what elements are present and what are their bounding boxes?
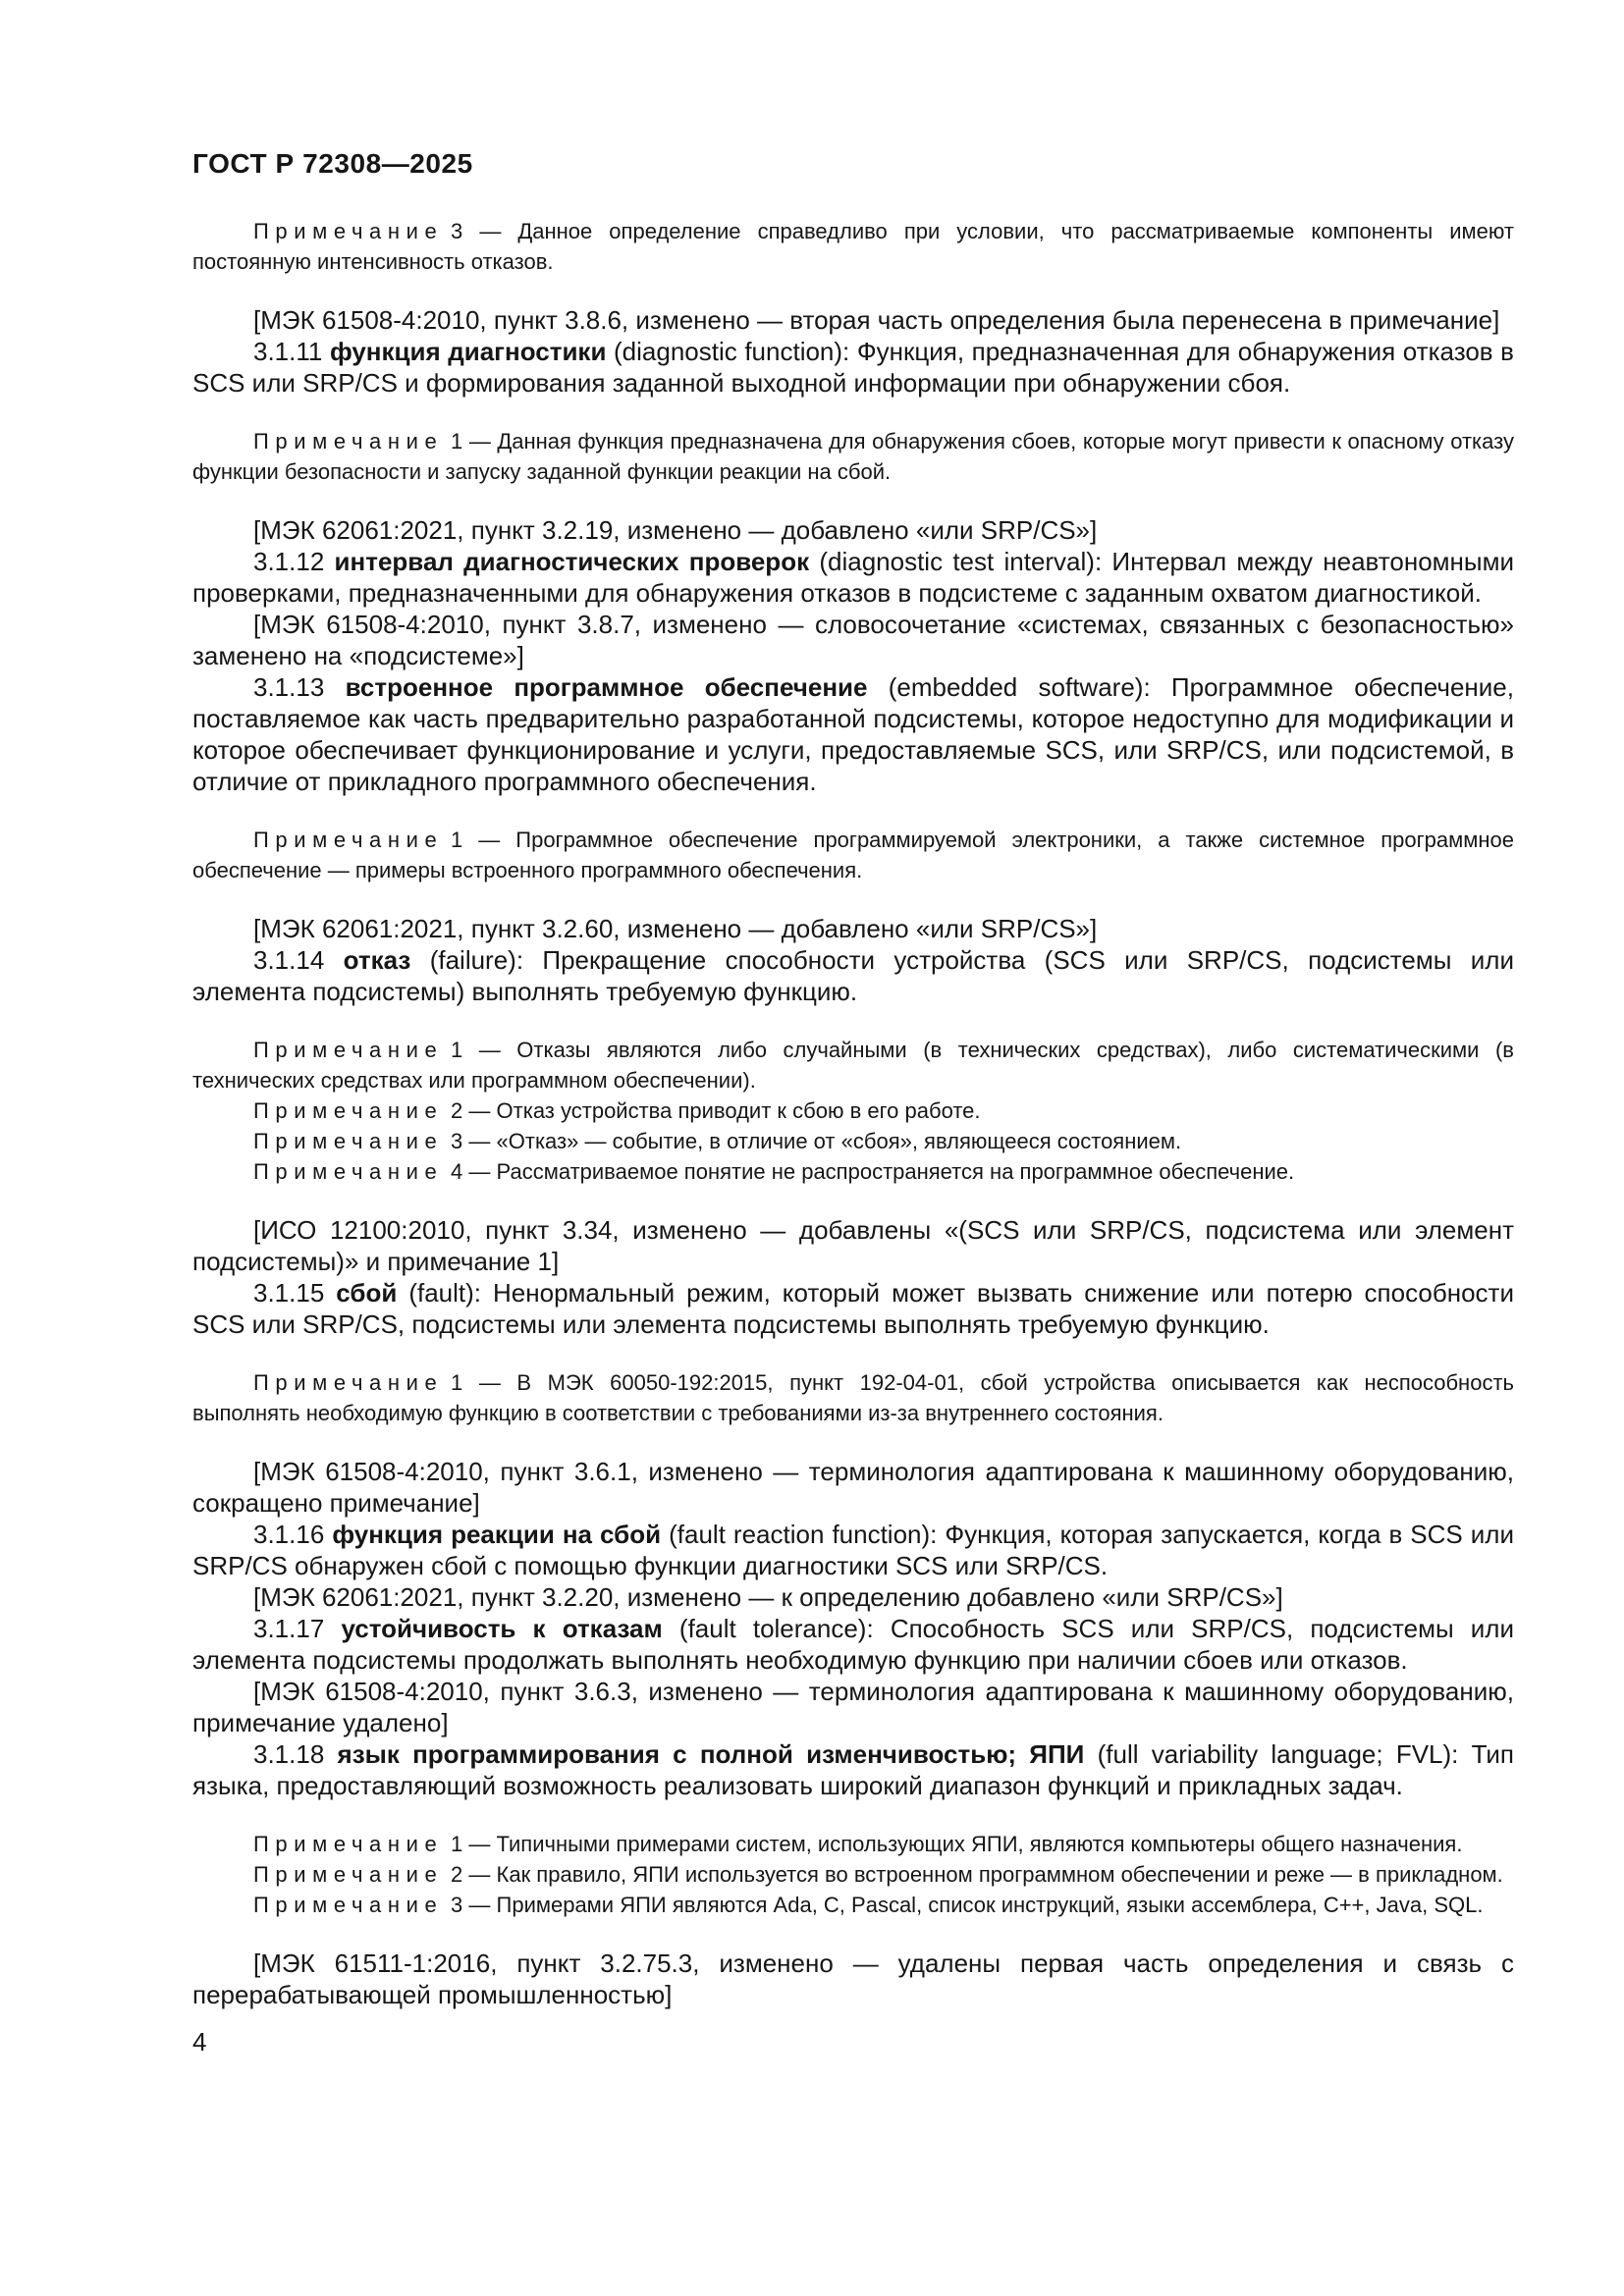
note-text: — Как правило, ЯПИ используется во встроенном программном обеспечении и реже — в прикладном. — [468, 1862, 1503, 1887]
term-definition — [192, 336, 1514, 399]
term-text: (full variability language; FVL): Тип языка, предоставляющий возможность реализовать широкий диапазон функций и прикладных задач. — [192, 1739, 1514, 1800]
note-label: Примечание — [253, 828, 444, 852]
note-group — [192, 1367, 1514, 1428]
source-reference: [МЭК 62061:2021, пункт 3.2.19, изменено — добавлено «или SRP/CS»] — [253, 515, 1098, 545]
source-reference: [ИСО 12100:2010, пункт 3.34, изменено — добавлены «(SCS или SRP/CS, подсистема или элемент подсистемы)» и примечание 1] — [192, 1215, 1514, 1276]
note-text: — Программное обеспечение программируемой электроники, а также системное программное обеспечение — примеры встроенного программного обеспечения. — [192, 828, 1514, 882]
source-reference: [МЭК 61511-1:2016, пункт 3.2.75.3, изменено — удалены первая часть определения и связь с перерабатывающей промышленностью] — [192, 1949, 1514, 2009]
term-name: функция реакции на сбой — [332, 1520, 662, 1549]
note-text: — Типичными примерами систем, использующих ЯПИ, являются компьютеры общего назначения. — [468, 1832, 1463, 1856]
source-reference: [МЭК 61508-4:2010, пункт 3.8.7, изменено — словосочетание «системах, связанных с безопасностью» заменено на «подсистеме»] — [192, 610, 1514, 670]
note-number: 2 — [451, 1098, 463, 1123]
note-number: 3 — [451, 1893, 463, 1917]
term-definition — [192, 546, 1514, 609]
term-number: 3.1.18 — [253, 1739, 325, 1769]
note-label: Примечание — [253, 1893, 444, 1917]
term-definition — [192, 1277, 1514, 1340]
term-number: 3.1.13 — [253, 672, 325, 702]
term-definition — [192, 944, 1514, 1007]
note-number: 1 — [451, 429, 463, 454]
note — [192, 825, 1514, 885]
note — [192, 426, 1514, 487]
note-text: — «Отказ» — событие, в отличие от «сбоя», являющееся состоянием. — [468, 1129, 1182, 1153]
note-number: 1 — [451, 828, 463, 852]
term-text: (failure): Прекращение способности устройства (SCS или SRP/CS, подсистемы или элемента подсистемы) выполнять требуемую функцию. — [192, 945, 1514, 1006]
term-number: 3.1.16 — [253, 1520, 325, 1549]
term-number: 3.1.11 — [253, 337, 323, 366]
term-definition — [192, 1738, 1514, 1801]
source-reference: [МЭК 62061:2021, пункт 3.2.60, изменено — добавлено «или SRP/CS»] — [253, 914, 1098, 943]
note-group — [192, 1829, 1514, 1920]
note-text: — Данное определение справедливо при условии, что рассматриваемые компоненты имеют постоянную интенсивность отказов. — [192, 219, 1514, 274]
term-name: интервал диагностических проверок — [334, 547, 810, 576]
note — [192, 1859, 1514, 1890]
note-label: Примечание — [253, 1038, 444, 1062]
page-title: ГОСТ Р 72308—2025 — [192, 148, 473, 179]
term-text: (embedded software): Программное обеспечение, поставляемое как часть предварительно разработанной подсистемы, которое недоступно для модификации и которое обеспечивает функционирование и услуги, предоставляемые SCS, или SRP/CS, или подсистемой, в отличие от прикладного программного обеспечения. — [192, 672, 1514, 796]
term-name: сбой — [336, 1278, 398, 1308]
term-name: встроенное программное обеспечение — [345, 672, 868, 702]
term-number: 3.1.17 — [253, 1614, 325, 1643]
term-text: (fault tolerance): Способность SCS или SRP/CS, подсистемы или элемента подсистемы продолжать выполнять необходимую функцию при наличии сбоев или отказов. — [192, 1614, 1514, 1675]
note-number: 3 — [451, 219, 463, 243]
term-number: 3.1.12 — [253, 547, 325, 576]
source-reference: [МЭК 61508-4:2010, пункт 3.6.3, изменено — терминология адаптирована к машинному оборудованию, примечание удалено] — [192, 1677, 1514, 1737]
term-number: 3.1.14 — [253, 945, 325, 975]
term-definition — [192, 671, 1514, 797]
term-text: (fault): Ненормальный режим, который может вызвать снижение или потерю способности SCS или SRP/CS, подсистемы или элемента подсистемы выполнять требуемую функцию. — [192, 1278, 1514, 1339]
note — [192, 1890, 1514, 1920]
term-definition — [192, 1613, 1514, 1676]
note — [192, 1126, 1514, 1156]
term-text: (fault reaction function): Функция, которая запускается, когда в SCS или SRP/CS обнаружен сбой с помощью функции диагностики SCS или SRP/CS. — [192, 1520, 1515, 1580]
term-name: устойчивость к отказам — [341, 1614, 663, 1643]
note-label: Примечание — [253, 1098, 444, 1123]
term-name: функция диагностики — [329, 337, 607, 366]
note-number: 2 — [451, 1862, 463, 1887]
note-number: 1 — [451, 1832, 463, 1856]
term-text: (diagnostic function): Функция, предназначенная для обнаружения отказов в SCS или SRP/CS и формирования заданной выходной информации при обнаружении сбоя. — [192, 337, 1514, 398]
source-reference: [МЭК 61508-4:2010, пункт 3.8.6, изменено — вторая часть определения была перенесена в примечание] — [253, 305, 1500, 335]
note — [192, 1035, 1514, 1095]
page-number: 4 — [192, 2027, 207, 2056]
term-name: язык программирования с полной изменчивостью; ЯПИ — [337, 1739, 1085, 1769]
term-text: (diagnostic test interval): Интервал между неавтономными проверками, предназначенными для обнаружения отказов в подсистеме с заданным охватом диагностикой. — [192, 547, 1514, 608]
source-reference: [МЭК 62061:2021, пункт 3.2.20, изменено — к определению добавлено «или SRP/CS»] — [253, 1582, 1283, 1612]
note-group — [192, 825, 1514, 885]
note-number: 3 — [451, 1129, 463, 1153]
term-name: отказ — [343, 945, 411, 975]
note-label: Примечание — [253, 1832, 444, 1856]
note-label: Примечание — [253, 429, 444, 454]
note-label: Примечание — [253, 1159, 444, 1184]
note — [192, 1829, 1514, 1859]
note-text: — Данная функция предназначена для обнаружения сбоев, которые могут привести к опасному отказу функции безопасности и запуску заданной функции реакции на сбой. — [192, 429, 1514, 484]
note-number: 1 — [451, 1370, 463, 1395]
note-label: Примечание — [253, 219, 444, 243]
note-label: Примечание — [253, 1129, 444, 1153]
term-definition — [192, 1519, 1514, 1581]
note-label: Примечание — [253, 1370, 444, 1395]
term-number: 3.1.15 — [253, 1278, 325, 1308]
note-number: 4 — [451, 1159, 463, 1184]
note-text: — Рассматриваемое понятие не распространяется на программное обеспечение. — [468, 1159, 1295, 1184]
note-text: — Примерами ЯПИ являются Ada, C, Pascal, список инструкций, языки ассемблера, C++, Java, SQL. — [468, 1893, 1484, 1917]
source-reference: [МЭК 61508-4:2010, пункт 3.6.1, изменено — терминология адаптирована к машинному оборудованию, сокращено примечание] — [192, 1457, 1514, 1518]
note-group — [192, 216, 1514, 277]
note-label: Примечание — [253, 1862, 444, 1887]
note-text: — В МЭК 60050-192:2015, пункт 192-04-01, сбой устройства описывается как неспособность выполнять необходимую функцию в соответствии с требованиями из-за внутреннего состояния. — [192, 1370, 1514, 1425]
note-group — [192, 426, 1514, 487]
note-text: — Отказ устройства приводит к сбою в его работе. — [468, 1098, 981, 1123]
document-content — [192, 216, 1514, 2010]
note — [192, 1095, 1514, 1126]
note — [192, 216, 1514, 277]
note — [192, 1156, 1514, 1187]
note-text: — Отказы являются либо случайными (в технических средствах), либо систематическими (в технических средствах или программном обеспечении). — [192, 1038, 1514, 1093]
note-group — [192, 1035, 1514, 1187]
note-number: 1 — [451, 1038, 463, 1062]
note — [192, 1367, 1514, 1428]
